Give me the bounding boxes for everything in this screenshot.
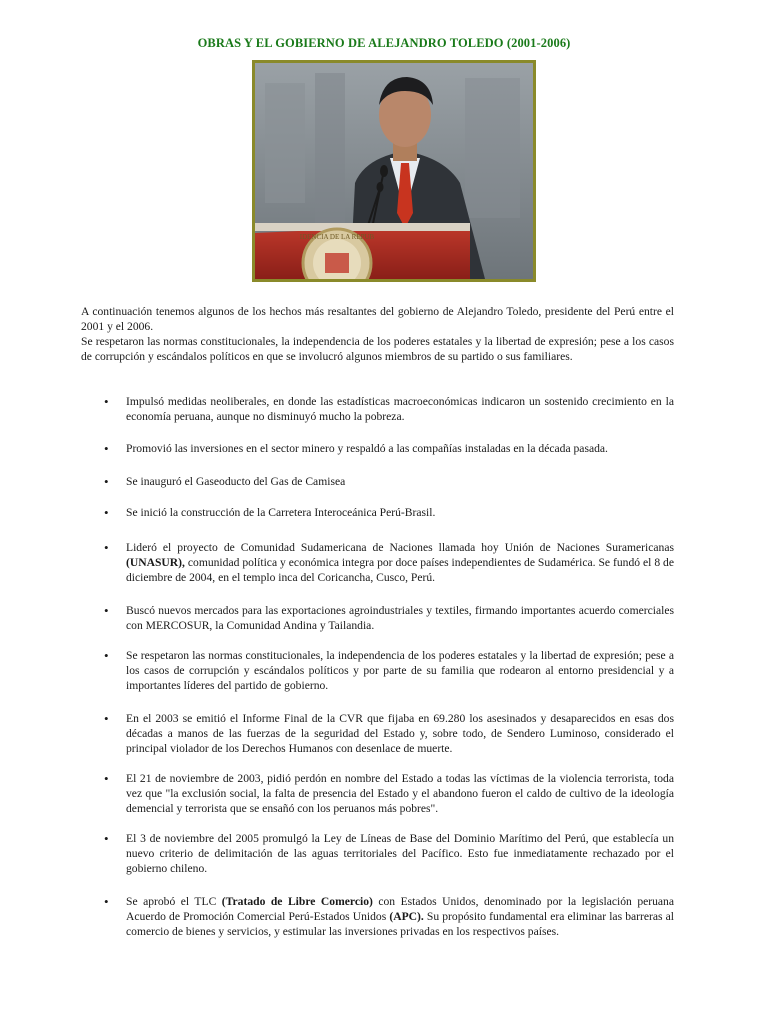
bullet-text bbox=[126, 505, 674, 520]
bullet-text-span: comunidad política y económica integra por doce países independientes de Sudamérica. Se fundó el 8 de diciembre de 2004, en el templo inca del Coricancha, Cusco, Perú. bbox=[126, 556, 674, 584]
bullet-text-span: Se respetaron las normas constitucionales, la independencia de los poderes estatales y la libertad de expresión; pese a los casos de corrupción y escándalos políticos y por parte de su familia que rodearon al entorno presidencial y a importantes líderes del partido de gobierno. bbox=[126, 649, 674, 692]
bullet-text-span: En el 2003 se emitió el Informe Final de la CVR que fijaba en 69.280 los asesinados y desaparecidos en esas dos décadas a manos de las fuerzas de la seguridad del Estado y, sobre todo, de Sendero Luminoso, considerado el principal violador de los Derechos Humanos con desenlace de muerte. bbox=[126, 712, 674, 755]
bullet-icon: • bbox=[104, 771, 109, 786]
bullet-text-bold: (UNASUR), bbox=[126, 556, 185, 569]
bullet-icon: • bbox=[104, 394, 109, 409]
bullet-text-span: con Estados Unidos, denominado por la legislación peruana Acuerdo de Promoción Comercial Perú-Estados Unidos bbox=[126, 895, 675, 923]
bullet-text bbox=[126, 648, 674, 693]
portrait-photo-icon bbox=[255, 63, 533, 279]
bullet-icon: • bbox=[104, 603, 109, 618]
intro-line-2: Se respetaron las normas constitucionales, la independencia de los poderes estatales y la libertad de expresión; pese a los casos de corrupción y escándalos políticos en que se involucró algunos miembros de su partido o sus familiares. bbox=[81, 335, 674, 363]
bullet-text-span: Impulsó medidas neoliberales, en donde las estadísticas macroeconómicas indicaron un sostenido crecimiento en la economía peruana, aunque no disminuyó mucho la pobreza. bbox=[126, 395, 674, 423]
bullet-icon: • bbox=[104, 711, 109, 726]
bullet-text bbox=[126, 771, 674, 816]
bullet-text-bold: (APC). bbox=[389, 910, 424, 923]
bullet-text-span: Promovió las inversiones en el sector minero y respaldó a las compañías instaladas en la década pasada. bbox=[126, 442, 608, 455]
bullet-text-span: Se inició la construcción de la Carretera Interoceánica Perú-Brasil. bbox=[126, 506, 436, 519]
bullet-text-span: Su propósito fundamental era eliminar las barreras al comercio de bienes y servicios, y estimular las inversiones privadas en los respectivos países. bbox=[126, 910, 674, 938]
bullet-text bbox=[126, 894, 674, 939]
portrait-photo bbox=[252, 60, 536, 282]
bullet-text bbox=[126, 474, 674, 489]
bullet-text bbox=[126, 603, 674, 633]
bullet-icon: • bbox=[104, 540, 109, 555]
bullet-text-span: Se aprobó el TLC bbox=[126, 895, 222, 908]
bullet-text-span: Buscó nuevos mercados para las exportaciones agroindustriales y textiles, firmando importantes acuerdo comerciales con MERCOSUR, la Comunidad Andina y Tailandia. bbox=[126, 604, 674, 632]
bullet-text bbox=[126, 540, 674, 585]
intro-paragraph bbox=[81, 304, 674, 364]
bullet-icon: • bbox=[104, 505, 109, 520]
bullet-icon: • bbox=[104, 474, 109, 489]
bullet-text bbox=[126, 394, 674, 424]
podium-seal-text: IDENCIA DE LA REPUB bbox=[299, 233, 375, 241]
bullet-text-span: El 3 de noviembre del 2005 promulgó la Ley de Líneas de Base del Dominio Marítimo del Perú, que establecía un nuevo criterio de delimitación de las aguas territoriales del Pacífico. Esto fue inmediatamente rechazado por el gobierno chileno. bbox=[126, 832, 674, 875]
bullet-text bbox=[126, 441, 674, 456]
bullet-text-span: Se inauguró el Gaseoducto del Gas de Camisea bbox=[126, 475, 346, 488]
bullet-icon: • bbox=[104, 894, 109, 909]
bullet-icon: • bbox=[104, 648, 109, 663]
bullet-text bbox=[126, 711, 674, 756]
bullet-text-span: Lideró el proyecto de Comunidad Sudamericana de Naciones llamada hoy Unión de Naciones Suramericanas bbox=[126, 541, 674, 554]
bullet-text-span: El 21 de noviembre de 2003, pidió perdón en nombre del Estado a todas las víctimas de la violencia terrorista, toda vez que "la exclusión social, la falta de presencia del Estado y el abandono fueron el caldo de cultivo de la ideología demencial y terrorista que se ensañó con los peruanos más pobres". bbox=[126, 772, 674, 815]
intro-line-1: A continuación tenemos algunos de los hechos más resaltantes del gobierno de Alejandro Toledo, presidente del Perú entre el 2001 y el 2006. bbox=[81, 305, 674, 333]
bullet-icon: • bbox=[104, 831, 109, 846]
page-title: OBRAS Y EL GOBIERNO DE ALEJANDRO TOLEDO (2001-2006) bbox=[197, 36, 571, 50]
bullet-text-bold: (Tratado de Libre Comercio) bbox=[221, 895, 373, 908]
bullet-icon: • bbox=[104, 441, 109, 456]
bullet-text bbox=[126, 831, 674, 876]
